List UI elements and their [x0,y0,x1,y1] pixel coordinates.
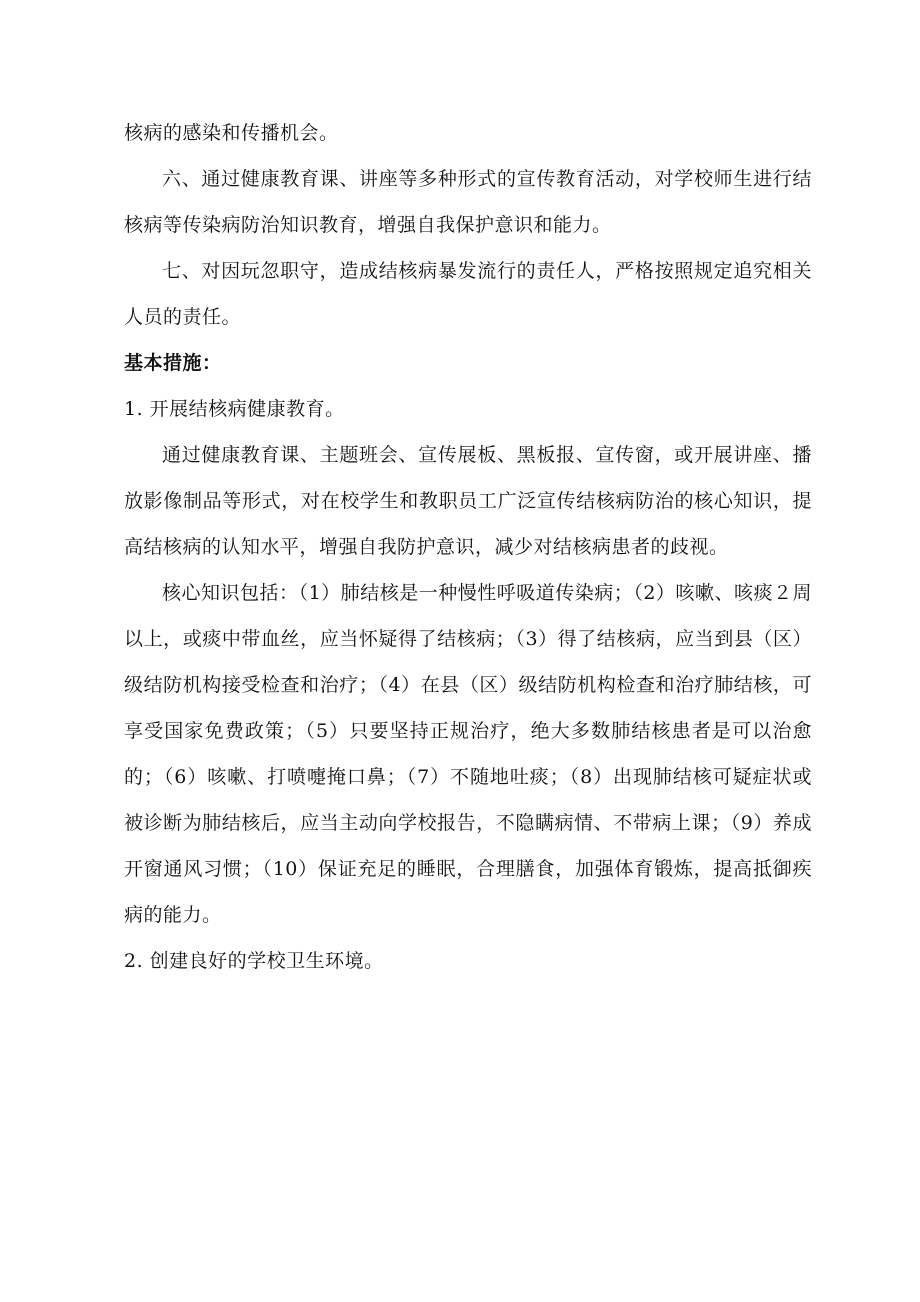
paragraph-continuation: 核病的感染和传播机会。 [124,122,339,144]
paragraph-item-seven: 七、对因玩忽职守，造成结核病暴发流行的责任人，严格按照规定追究相关人员的责任。 [124,260,812,328]
measure-1-title: 1. 开展结核病健康教育。 [124,398,345,420]
document-body [124,110,812,984]
section-heading: 基本措施： [124,352,222,374]
paragraph-item-six: 六、通过健康教育课、讲座等多种形式的宣传教育活动，对学校师生进行结核病等传染病防治知识教育，增强自我保护意识和能力。 [124,168,812,236]
measure-1-body: 通过健康教育课、主题班会、宣传展板、黑板报、宣传窗，或开展讲座、播放影像制品等形式，对在校学生和教职员工广泛宣传结核病防治的核心知识，提高结核病的认知水平，增强自我防护意识，减少对结核病患者的歧视。 [124,444,812,558]
measure-2-title: 2. 创建良好的学校卫生环境。 [124,950,384,972]
core-knowledge-list: 核心知识包括：（1）肺结核是一种慢性呼吸道传染病；（2）咳嗽、咳痰２周以上，或痰中带血丝，应当怀疑得了结核病；（3）得了结核病，应当到县（区）级结防机构接受检查和治疗；（4）在县（区）级结防机构检查和治疗肺结核，可享受国家免费政策；（5）只要坚持正规治疗，绝大多数肺结核患者是可以治愈的；（6）咳嗽、打喷嚏掩口鼻；（7）不随地吐痰；（8）出现肺结核可疑症状或被诊断为肺结核后，应当主动向学校报告，不隐瞒病情、不带病上课；（9）养成开窗通风习惯；（10）保证充足的睡眠，合理膳食，加强体育锻炼，提高抵御疾病的能力。 [124,582,812,926]
